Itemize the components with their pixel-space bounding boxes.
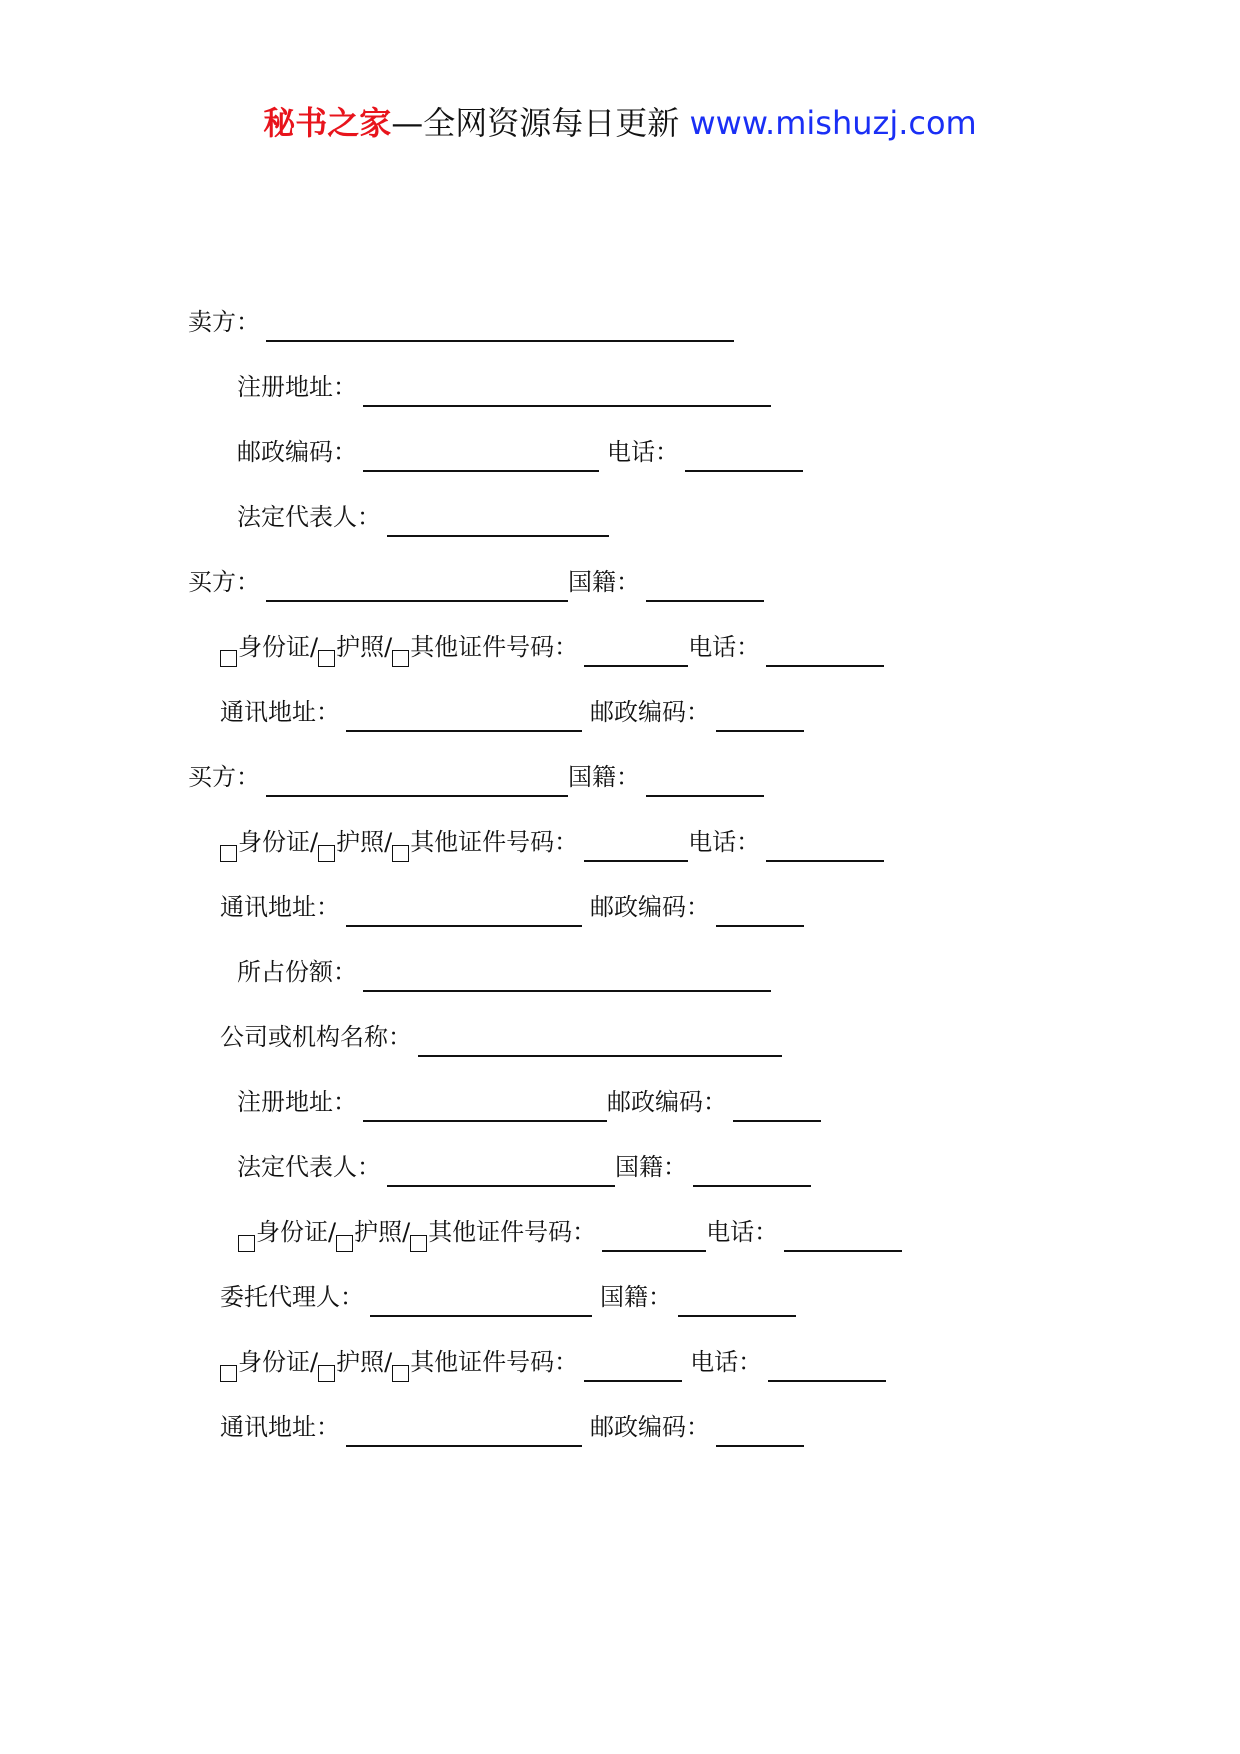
nationality-label: 国籍： (568, 568, 640, 596)
postcode-field[interactable] (363, 444, 599, 472)
nationality-field[interactable] (646, 574, 764, 602)
id-card-label: 身份证/ (238, 633, 319, 661)
phone-field[interactable] (768, 1354, 886, 1382)
phone-field[interactable] (784, 1224, 902, 1252)
phone-field[interactable] (766, 639, 884, 667)
mail-address-field[interactable] (346, 1419, 582, 1447)
buyer-1-address-row (220, 692, 812, 732)
postcode-field[interactable] (716, 704, 804, 732)
phone-label: 电话： (706, 1218, 779, 1246)
mail-address-field[interactable] (346, 899, 582, 927)
passport-label: 护照/ (336, 633, 393, 661)
id-card-checkbox[interactable] (238, 1235, 255, 1252)
id-number-field[interactable] (584, 1354, 682, 1382)
share-label: 所占份额： (237, 958, 357, 986)
phone-label: 电话： (690, 1348, 763, 1376)
agent-row (220, 1277, 804, 1317)
header-tagline: —全网资源每日更新 (391, 104, 690, 142)
phone-label: 电话： (607, 438, 679, 466)
mail-address-label: 通讯地址： (220, 698, 340, 726)
legal-rep-label: 法定代表人： (237, 1153, 381, 1181)
reg-address-field[interactable] (363, 1094, 607, 1122)
other-id-checkbox[interactable] (392, 845, 409, 862)
postcode-field[interactable] (733, 1094, 821, 1122)
buyer-field[interactable] (266, 574, 568, 602)
other-id-checkbox[interactable] (410, 1235, 427, 1252)
phone-label: 电话： (688, 828, 761, 856)
id-number-field[interactable] (584, 834, 688, 862)
reg-address-label: 注册地址： (237, 373, 357, 401)
seller-field[interactable] (266, 314, 734, 342)
seller-reg-address-row (237, 367, 779, 407)
postcode-label: 邮政编码： (590, 1413, 710, 1441)
nationality-field[interactable] (678, 1289, 796, 1317)
company-rep-id-row (238, 1212, 910, 1252)
mail-address-field[interactable] (346, 704, 582, 732)
id-card-checkbox[interactable] (220, 845, 237, 862)
buyer-2-row (188, 757, 772, 797)
brand-name: 秘书之家 (263, 104, 392, 142)
phone-field[interactable] (766, 834, 884, 862)
postcode-label: 邮政编码： (590, 893, 710, 921)
agent-field[interactable] (370, 1289, 592, 1317)
phone-label: 电话： (688, 633, 761, 661)
other-id-label: 其他证件号码： (410, 1348, 579, 1376)
seller-postcode-row (237, 432, 811, 472)
reg-address-field[interactable] (363, 379, 771, 407)
company-reg-address-row (237, 1082, 829, 1122)
other-id-label: 其他证件号码： (428, 1218, 597, 1246)
postcode-label: 邮政编码： (237, 438, 357, 466)
company-name-row (220, 1017, 790, 1057)
agent-address-row (220, 1407, 812, 1447)
legal-rep-field[interactable] (387, 1159, 615, 1187)
company-name-label: 公司或机构名称： (220, 1023, 412, 1051)
nationality-label: 国籍： (568, 763, 640, 791)
id-card-checkbox[interactable] (220, 650, 237, 667)
seller-legal-rep-row (237, 497, 617, 537)
phone-field[interactable] (685, 444, 803, 472)
nationality-field[interactable] (646, 769, 764, 797)
postcode-field[interactable] (716, 899, 804, 927)
id-card-label: 身份证/ (256, 1218, 337, 1246)
passport-checkbox[interactable] (318, 650, 335, 667)
legal-rep-label: 法定代表人： (237, 503, 381, 531)
buyer-1-row (188, 562, 772, 602)
buyer-field[interactable] (266, 769, 568, 797)
other-id-label: 其他证件号码： (410, 828, 579, 856)
passport-label: 护照/ (336, 828, 393, 856)
reg-address-label: 注册地址： (237, 1088, 357, 1116)
company-legal-rep-row (237, 1147, 819, 1187)
other-id-checkbox[interactable] (392, 1365, 409, 1382)
passport-label: 护照/ (336, 1348, 393, 1376)
seller-row (188, 302, 742, 342)
nationality-field[interactable] (693, 1159, 811, 1187)
passport-checkbox[interactable] (318, 1365, 335, 1382)
company-name-field[interactable] (418, 1029, 782, 1057)
site-header (0, 100, 1240, 146)
other-id-checkbox[interactable] (392, 650, 409, 667)
postcode-label: 邮政编码： (607, 1088, 727, 1116)
passport-label: 护照/ (354, 1218, 411, 1246)
buyer-label: 买方： (188, 763, 260, 791)
postcode-field[interactable] (716, 1419, 804, 1447)
id-number-field[interactable] (584, 639, 688, 667)
buyer-2-address-row (220, 887, 812, 927)
buyer-1-id-row (220, 627, 892, 667)
site-url[interactable]: www.mishuzj.com (689, 104, 977, 142)
id-card-label: 身份证/ (238, 828, 319, 856)
agent-id-row (220, 1342, 894, 1382)
buyer-label: 买方： (188, 568, 260, 596)
passport-checkbox[interactable] (336, 1235, 353, 1252)
id-card-checkbox[interactable] (220, 1365, 237, 1382)
buyer-2-id-row (220, 822, 892, 862)
nationality-label: 国籍： (600, 1283, 672, 1311)
id-number-field[interactable] (602, 1224, 706, 1252)
nationality-label: 国籍： (615, 1153, 687, 1181)
postcode-label: 邮政编码： (590, 698, 710, 726)
share-row (237, 952, 779, 992)
other-id-label: 其他证件号码： (410, 633, 579, 661)
seller-label: 卖方： (188, 308, 260, 336)
mail-address-label: 通讯地址： (220, 893, 340, 921)
mail-address-label: 通讯地址： (220, 1413, 340, 1441)
agent-label: 委托代理人： (220, 1283, 364, 1311)
legal-rep-field[interactable] (387, 509, 609, 537)
id-card-label: 身份证/ (238, 1348, 319, 1376)
share-field[interactable] (363, 964, 771, 992)
passport-checkbox[interactable] (318, 845, 335, 862)
